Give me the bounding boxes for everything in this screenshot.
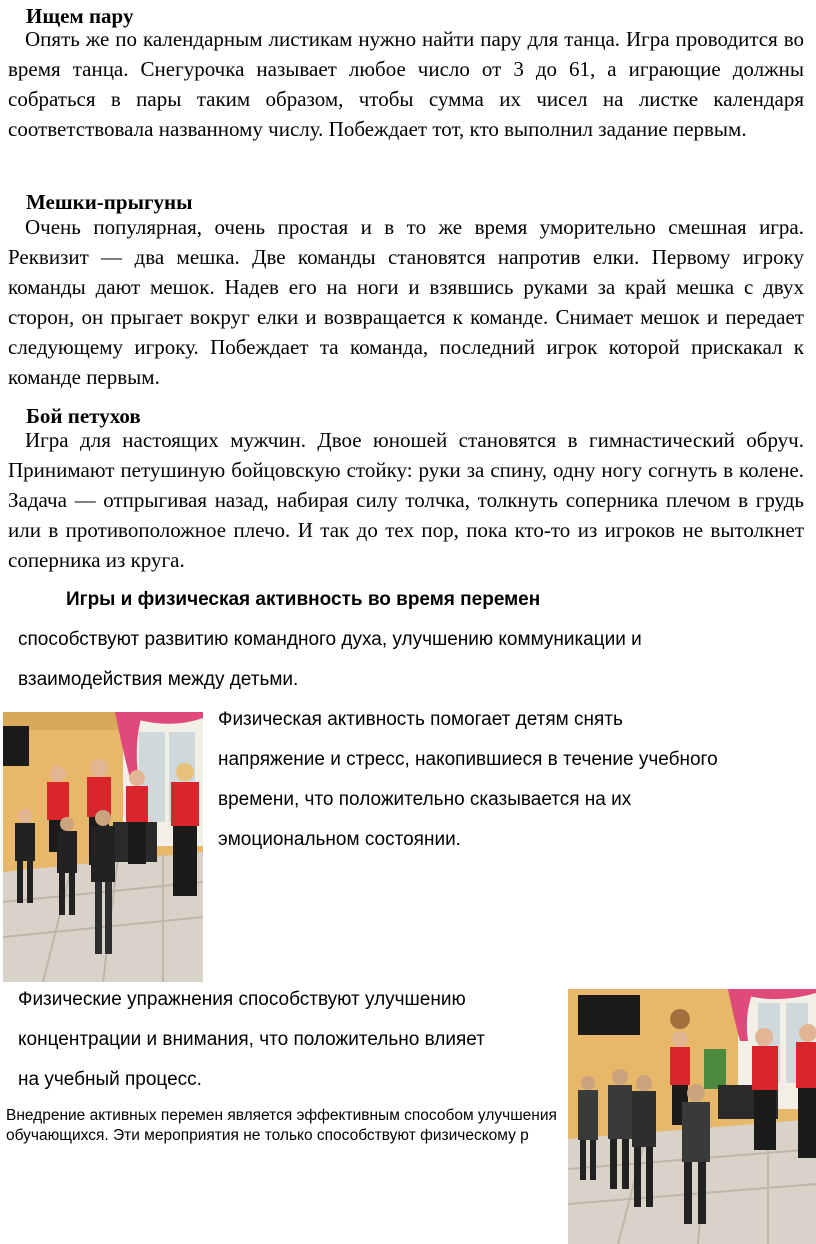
heading-find-pair: Ищем пару	[26, 4, 134, 28]
paragraph-rooster-fight: Игра для настоящих мужчин. Двое юношей становятся в гимнастический обруч. Принимают петушиную бойцовскую стойку: руки за спину, одну ногу согнуть в колене. Задача — отпрыгивая назад, набирая силу толчка, толкнуть соперника плечом в грудь или в противоположное плечо. И так до тех пор, пока кто-то из игроков не вытолкнет соперника из круга.	[8, 428, 804, 572]
concentration-line-1: Физические упражнения способствуют улучшению	[18, 989, 466, 1010]
side-text-line-2: напряжение и стресс, накопившиеся в течение учебного	[218, 749, 718, 770]
photo-children-dancing-1-drawing	[3, 712, 203, 982]
photo-children-dancing-2	[568, 989, 816, 1244]
photo-children-dancing-2-drawing	[568, 989, 816, 1244]
paragraph-find-pair: Опять же по календарным листикам нужно найти пару для танца. Игра проводится во время танца. Снегурочка называет любое число от 3 до 61, а играющие должны собраться в пары таким образом, чтобы сумма их чисел на листке календаря соответствовала названному числу. Побеждает тот, кто выполнил задание первым.	[8, 27, 804, 141]
side-text-line-3: времени, что положительно сказывается на их	[218, 789, 632, 810]
heading-sack-jumpers: Мешки-прыгуны	[26, 190, 193, 214]
side-text-line-1: Физическая активность помогает детям снять	[218, 709, 623, 730]
footer-line-1: Внедрение активных перемен является эффективным способом улучшения	[6, 1107, 557, 1124]
concentration-line-2: концентрации и внимания, что положительно влияет	[18, 1029, 485, 1050]
photo-children-dancing-1	[3, 712, 203, 982]
break-text-line-2: взаимодействия между детьми.	[18, 669, 299, 690]
break-text-line-1: способствуют развитию командного духа, улучшению коммуникации и	[18, 629, 642, 650]
footer-line-2: обучающихся. Эти мероприятия не только способствуют физическому р	[6, 1127, 529, 1144]
concentration-line-3: на учебный процесс.	[18, 1069, 202, 1090]
paragraph-sack-jumpers: Очень популярная, очень простая и в то же время уморительно смешная игра. Реквизит — два мешка. Две команды становятся напротив елки. Первому игроку команды дают мешок. Надев его на ноги и взявшись руками за край мешка с двух сторон, он прыгает вокруг елки и возвращается к команде. Снимает мешок и передает следующему игроку. Побеждает та команда, последний игрок которой прискакал к команде первым.	[8, 215, 804, 389]
heading-break-games: Игры и физическая активность во время перемен	[66, 589, 541, 610]
side-text-line-4: эмоциональном состоянии.	[218, 829, 461, 850]
heading-rooster-fight: Бой петухов	[26, 404, 141, 428]
